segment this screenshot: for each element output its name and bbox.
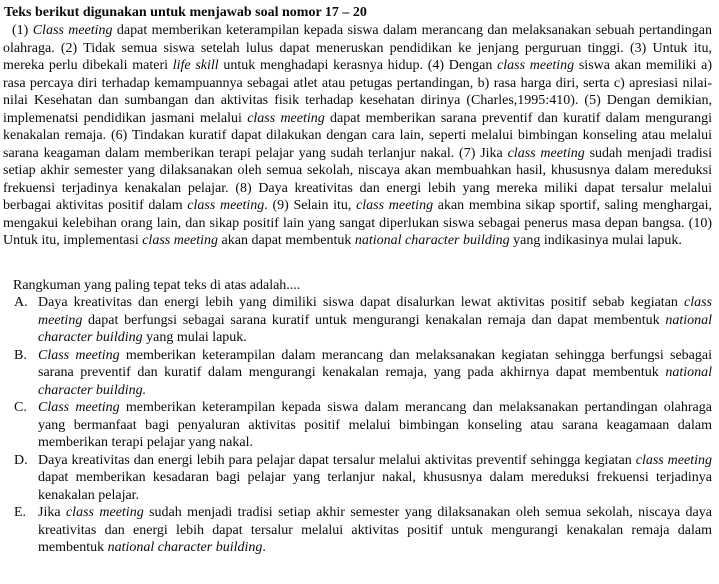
question-block <box>3 277 712 557</box>
passage-paragraph: (1) Class meeting dapat memberikan keterampilan kepada siswa dalam merancang dan melaksanakan sebuah pertandingan olahraga. (2) Tidak semua siswa setelah lulus dapat meneruskan pendidikan ke jenjang perguruan tinggi. (3) Untuk itu, mereka perlu dibekali materi life skill untuk menghadapi kerasnya hidup. (4) Dengan class meeting siswa akan memiliki a) rasa percaya diri terhadap kemampuannya sebagai atlet atau petugas pertandingan, b) rasa harga diri, serta c) apresiasi nilai-nilai Kesehatan dan sumbangan dan aktivitas fisik terhadap kesehatan dirinya (Charles,1995:410). (5) Dengan demikian, implemenatsi pendidikan jasmani melalui class meeting dapat memberikan sarana preventif dan kuratif dalam mengurangi kenakalan remaja. (6) Tindakan kuratif dapat dilakukan dengan cara lain, seperti melalui bimbingan konseling atau melalui sarana keagaman dalam memberikan terapi pelajar yang sudah terlanjur nakal. (7) Jika class meeting sudah menjadi tradisi setiap akhir semester yang dilaksanakan oleh semua sekolah, niscaya akan membuahkan hasil, khususnya dalam mereduksi frekuensi terjadinya kenakalan pelajar. (8) Daya kreativitas dan energi lebih yang mereka miliki dapat tersalur melalui berbagai aktivitas positif dalam class meeting. (9) Selain itu, class meeting akan membina sikap sportif, saling menghargai, mengakui kelebihan orang lain, dan sikap positif lain yang sangat diperlukan siswa sebagai penerus masa depan bangsa. (10) Untuk itu, implementasi class meeting akan dapat membentuk national character building yang indikasinya mulai lapuk. <box>3 23 712 248</box>
option-letter-d: D. <box>14 452 28 468</box>
answer-option-b <box>3 347 712 400</box>
question-prompt: Rangkuman yang paling tepat teks di atas adalah.... <box>13 277 301 293</box>
option-letter-b: B. <box>14 347 27 363</box>
option-text-d: Daya kreativitas dan energi lebih para pelajar dapat tersalur melalui aktivitas preventif sehingga kegiatan class meeting dapat memberikan kesadaran bagi pelajar yang terlanjur nakal, khususnya dalam mereduksi frekuensi terjadinya kenakalan pelajar. <box>38 452 713 503</box>
answer-option-d <box>3 452 712 505</box>
answer-option-e <box>3 504 712 557</box>
option-text-a: Daya kreativitas dan energi lebih yang dimiliki siswa dapat disalurkan lewat aktivitas positif sebab kegiatan class meeting dapat berfungsi sebagai sarana kuratif untuk mengurangi kenakalan remaja dan dapat membentuk national character building yang mulai lapuk. <box>38 295 712 345</box>
option-text-c: Class meeting memberikan keterampilan kepada siswa dalam merancang dan melaksanakan pertandingan olahraga yang bermanfaat bagi penyaluran aktivitas positif melalui bimbingan konseling atau sarana keagamaan dalam memberikan terapi pelajar yang nakal. <box>38 400 712 450</box>
option-letter-e: E. <box>14 505 27 520</box>
option-text-b: Class meeting memberikan keterampilan dalam merancang dan melaksanakan kegiatan sehingga berfungsi sebagai sarana preventif dan kuratif dalam mengurangi kenakalan remaja, yang pada akhirnya dapat membentuk national character building. <box>38 347 712 398</box>
answer-option-c <box>3 399 712 452</box>
answer-option-a <box>3 294 712 347</box>
answer-options <box>3 294 712 557</box>
option-letter-c: C. <box>14 400 27 415</box>
passage-instruction-heading: Teks berikut digunakan untuk menjawab soal nomor 17 – 20 <box>4 5 367 20</box>
option-text-e: Jika class meeting sudah menjadi tradisi setiap akhir semester yang dilaksanakan oleh semua sekolah, niscaya daya kreativitas dan energi lebih dapat tersalur melalui aktivitas positif untuk mengurangi kenakalan remaja dalam membentuk national character building. <box>38 505 712 555</box>
option-letter-a: A. <box>14 295 28 310</box>
